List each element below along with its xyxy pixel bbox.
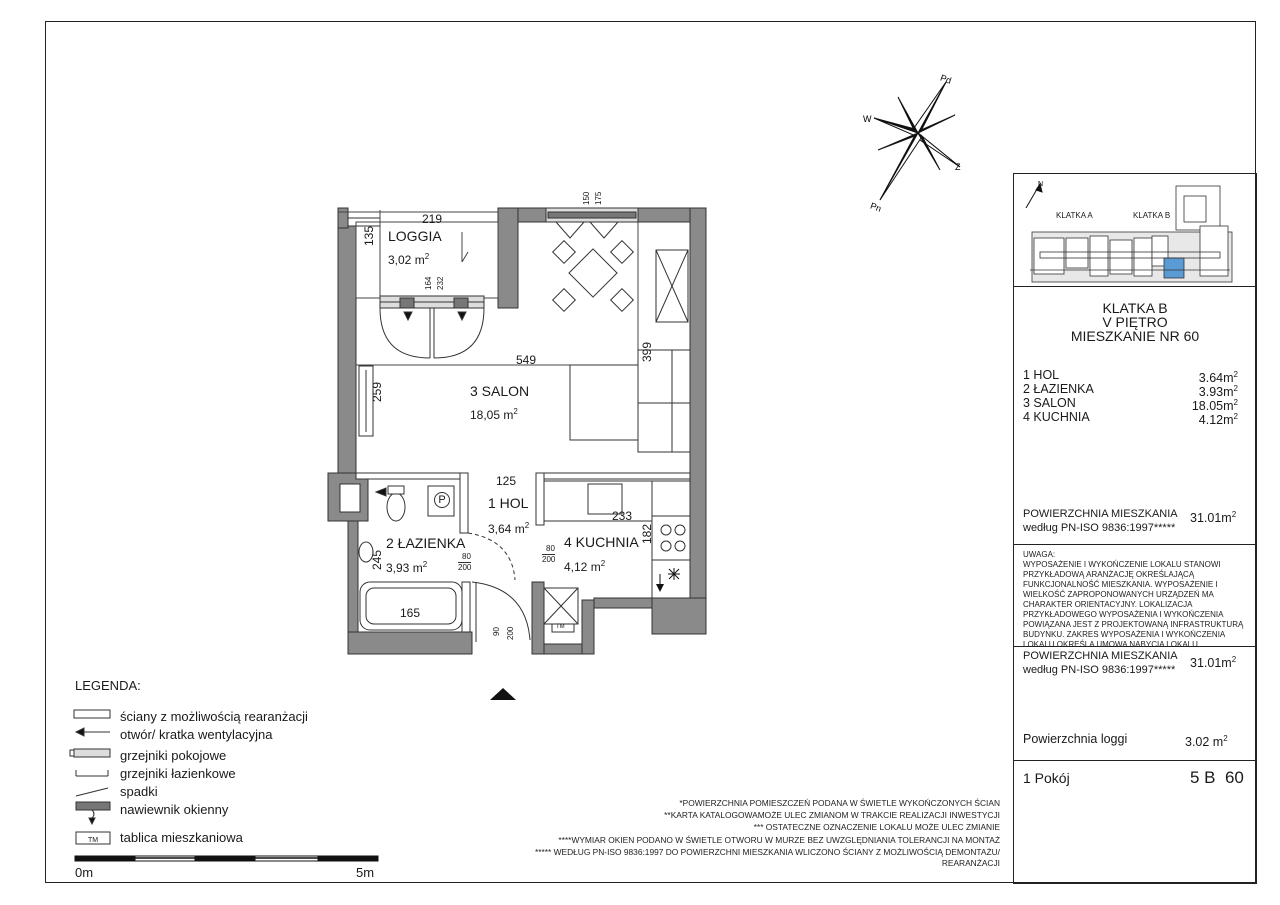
fan-icon bbox=[668, 568, 680, 580]
footnote-2: **KARTA KATALOGOWAMOŻE ULEC ZMIANOM W TRAKCIE REALIZACJI INWESTYCJI bbox=[664, 810, 1000, 820]
loggia-name: LOGGIA bbox=[388, 228, 442, 244]
tm-symbol: TM bbox=[556, 624, 565, 630]
panel-room-4-area: $4.12m^2$ bbox=[1198, 412, 1238, 428]
dim-245: 245 bbox=[370, 549, 384, 570]
dim-175: 175 bbox=[594, 191, 603, 205]
legend-item-panel: tablica mieszkaniowa bbox=[120, 830, 243, 845]
panel-loggia-label: Powierzchnia loggi bbox=[1023, 732, 1128, 746]
lazienka-area-value: 3,93 $m^2$ bbox=[386, 560, 428, 575]
footnote-6: REARANŻACJI bbox=[941, 858, 1000, 868]
panel-apartment-code: 5 B 60 bbox=[1190, 768, 1244, 787]
klatka-a-label: KLATKA A bbox=[1056, 211, 1093, 220]
meter-symbol: P bbox=[434, 492, 450, 508]
panel-room-2-name: 2 ŁAZIENKA bbox=[1023, 382, 1094, 396]
scale-start-label: 0m bbox=[75, 865, 94, 880]
uwaga-title: UWAGA: bbox=[1023, 550, 1056, 559]
dim-399: 399 bbox=[640, 341, 654, 362]
legend-title: LEGENDA: bbox=[75, 678, 141, 693]
dim-200-door: 200 bbox=[506, 626, 515, 640]
footnote-3: *** OSTATECZNE OZNACZENIE LOKALU MOŻE ULEC ZMIANIE bbox=[753, 822, 1000, 832]
dim-loggia-height: 135 bbox=[362, 225, 376, 246]
compass-rose-icon bbox=[874, 82, 960, 200]
hol-name: 1 HOL bbox=[488, 495, 529, 511]
salon-name: 3 SALON bbox=[470, 383, 530, 399]
footnote-1: *POWIERZCHNIA POMIESZCZEŃ PODANA W ŚWIETLE WYKOŃCZONYCH ŚCIAN bbox=[679, 798, 1000, 808]
scale-end-label: 5m bbox=[356, 865, 375, 880]
legend-item-bath-radiators: grzejniki łazienkowe bbox=[120, 766, 236, 781]
dim-loggia-width: 219 bbox=[422, 212, 443, 226]
dim-salon-height: 259 bbox=[370, 381, 384, 402]
dim-150: 150 bbox=[582, 191, 591, 205]
dim-164: 164 bbox=[424, 276, 433, 290]
compass-s-label: Pn bbox=[868, 200, 883, 214]
dim-200-bath: 200 bbox=[458, 563, 472, 572]
uwaga-text: WYPOSAŻENIE I WYKOŃCZENIE LOKALU STANOWI PRZYKŁADOWĄ ARANŻACJĘ OKREŚLAJĄCĄ FUNKCJONALNOŚĆ MIESZKANIA. WYPOSAŻENIE I WIELKOŚĆ ZAPROPONOWANYCH URZĄDZEŃ MA CHARAKTER ORIENTACYJNY. LOKALIZACJA PRZYKŁADOWEGO WYPOSAŻENIA I WYKOŃCZENIA POWIĄZANA JEST Z PROJEKTOWANĄ INFRASTRUKTURĄ BUDYNKU. ZAKRES WYPOSAŻENIA I WYKOŃCZENIA LOKALU OKREŚLA UMOWA NABYCIA LOKALU. bbox=[1023, 560, 1244, 649]
panel-room-4-name: 4 KUCHNIA bbox=[1023, 410, 1090, 424]
footnote-5: ***** WEDŁUG PN-ISO 9836:1997 DO POWIERZCHNI MIESZKANIA WLICZONO ŚCIANY Z MOŻLIWOŚCIĄ DEMONTAŻU/ bbox=[534, 847, 1000, 857]
dim-233: 233 bbox=[612, 509, 633, 523]
panel-room-2-area: $3.93m^2$ bbox=[1198, 384, 1238, 400]
dim-182: 182 bbox=[640, 523, 654, 544]
kuchnia-name: 4 KUCHNIA bbox=[564, 534, 639, 550]
wardrobe-icon bbox=[656, 250, 688, 322]
footnote-4: ****WYMIAR OKIEN PODANO W ŚWIETLE OTWORU W MURZE BEZ UWZGLĘDNIANIA TOLERANCJI NA MONTAŻ bbox=[558, 835, 1000, 845]
panel-room-1-area: $3.64m^2$ bbox=[1198, 370, 1238, 386]
compass-e-label: Z bbox=[955, 162, 961, 172]
dim-80-bath: 80 bbox=[462, 552, 471, 561]
klatka-b-label: KLATKA B bbox=[1133, 211, 1171, 220]
panel-loggia-value: 3.02 $m^2$ bbox=[1185, 734, 1228, 750]
dim-hol-width: 125 bbox=[496, 474, 517, 488]
hol-area-value: 3,64 $m^2$ bbox=[488, 521, 530, 536]
panel-area2-label: POWIERZCHNIA MIESZKANIA według PN-ISO 9836:1997***** bbox=[1023, 650, 1178, 676]
panel-area-value: $31.01m^2$ bbox=[1190, 510, 1237, 526]
panel-area2-value: $31.01m^2$ bbox=[1190, 655, 1237, 671]
panel-room-3-name: 3 SALON bbox=[1023, 396, 1076, 410]
loggia-doors bbox=[380, 296, 484, 358]
dim-200-kitchen: 200 bbox=[542, 555, 556, 564]
legend-item-vent: otwór/ kratka wentylacyjna bbox=[120, 727, 273, 742]
entrance-arrow-icon bbox=[490, 688, 516, 700]
legend-item-radiators: grzejniki pokojowe bbox=[120, 748, 227, 763]
dim-salon-width: 549 bbox=[516, 353, 537, 367]
dining-table-icon bbox=[553, 241, 634, 312]
panel-room-1-name: 1 HOL bbox=[1023, 368, 1060, 382]
legend-item-window-vent: nawiewnik okienny bbox=[120, 802, 229, 817]
compass-w-label: W bbox=[863, 114, 872, 124]
legend-item-slopes: spadki bbox=[120, 784, 158, 799]
scale-bar bbox=[75, 856, 378, 861]
salon-window bbox=[546, 208, 638, 238]
mini-map-north-label: N bbox=[1038, 181, 1044, 188]
panel-room-3-area: $18.05m^2$ bbox=[1191, 398, 1238, 414]
panel-rooms-count: 1 Pokój bbox=[1023, 770, 1070, 786]
panel-title-line-2: V PIĘTRO bbox=[1102, 314, 1168, 330]
panel-title-line-3: MIESZKANIE NR 60 bbox=[1070, 328, 1200, 344]
legend-item-walls: ściany z możliwością rearanżacji bbox=[120, 709, 308, 724]
lazienka-name: 2 ŁAZIENKA bbox=[386, 535, 466, 551]
loggia-area-value: 3,02 $m^2$ bbox=[388, 252, 430, 267]
salon-area-value: 18,05 $m^2$ bbox=[470, 407, 518, 422]
legend-item-tm-badge: TM bbox=[88, 837, 99, 844]
compass-n-label: Pd bbox=[938, 72, 953, 86]
dim-165: 165 bbox=[400, 606, 421, 620]
kuchnia-area-value: 4,12 $m^2$ bbox=[564, 559, 606, 574]
panel-title bbox=[1013, 301, 1257, 343]
legend-symbols bbox=[70, 710, 110, 844]
dim-90: 90 bbox=[492, 627, 501, 636]
panel-title-line-1: KLATKA B bbox=[1102, 300, 1168, 316]
dim-232: 232 bbox=[436, 276, 445, 290]
panel-area-label: POWIERZCHNIA MIESZKANIA według PN-ISO 9836:1997***** bbox=[1023, 508, 1178, 534]
dim-80-kitchen: 80 bbox=[546, 544, 555, 553]
sofa-bed-icon bbox=[570, 350, 690, 452]
